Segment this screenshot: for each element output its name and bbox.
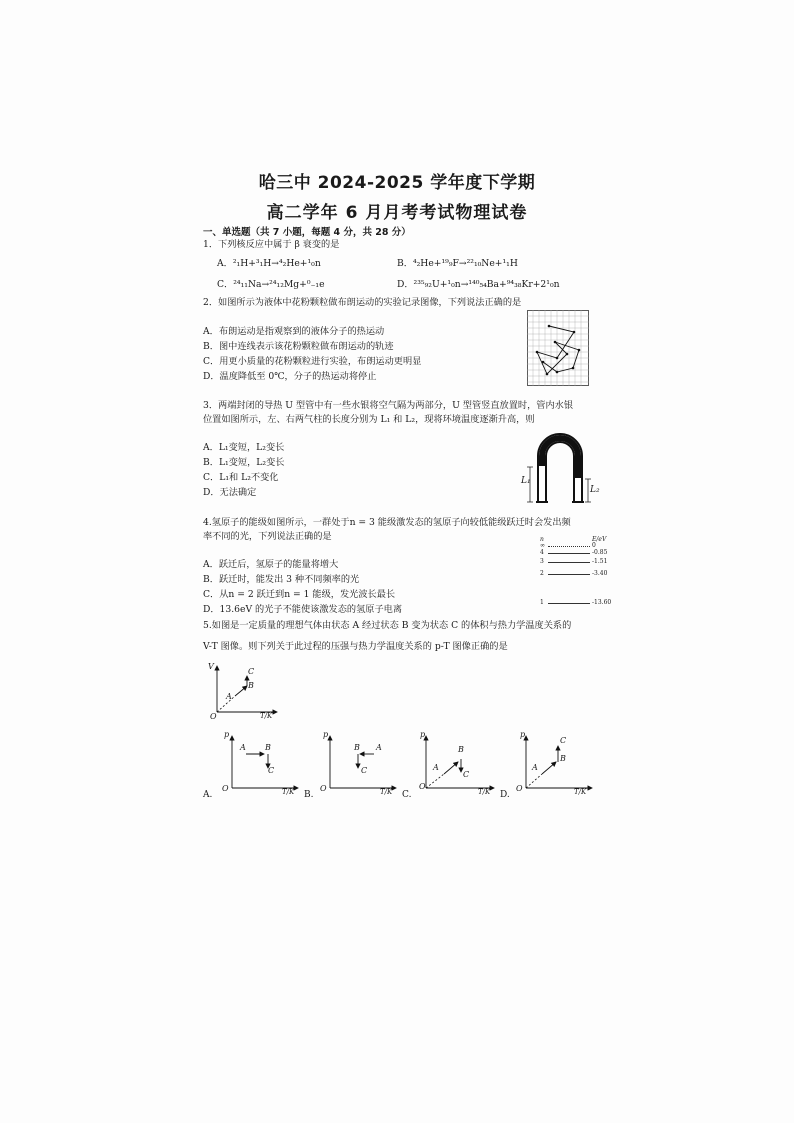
q5-stem-line1: 5.如图是一定质量的理想气体由状态 A 经过状态 B 变为状态 C 的体积与热力学温度关系的 [203, 620, 572, 631]
choice-b-label: B. [304, 790, 314, 800]
pt-b-point-b: B [354, 743, 360, 752]
energy-level-line [548, 574, 590, 575]
q3-stem-line2: 位置如图所示，左、右两气柱的长度分别为 L₁ 和 L₂，现将环境温度逐渐升高，则 [203, 414, 535, 425]
q4-option-c: C．从n = 2 跃迁到n = 1 能级，发光波长最长 [203, 589, 396, 600]
choice-d-label: D. [500, 790, 510, 800]
vt-point-b: B [248, 681, 254, 690]
pt-d-axis-y: p [520, 730, 526, 739]
vt-axis-y: V [208, 662, 214, 671]
pt-b-axis-y: p [323, 730, 329, 739]
pt-b-point-a: A [376, 743, 382, 752]
pt-b-axis-x: T/K [380, 788, 393, 796]
pt-a-point-c: C [268, 766, 275, 775]
q4-option-b: B．跃迁时，能发出 3 种不同频率的光 [203, 574, 360, 585]
q2-option-b: B．图中连线表示该花粉颗粒做布朗运动的轨迹 [203, 341, 394, 352]
q1-option-c: C．²⁴₁₁Na→²⁴₁₂Mg+⁰₋₁e [217, 279, 325, 290]
vt-point-a: A [226, 692, 232, 701]
pt-a-point-b: B [265, 743, 271, 752]
pt-c-point-c: C [463, 770, 470, 779]
energy-level-n: 2 [540, 570, 544, 577]
q4-option-d: D．13.6eV 的光子不能使该激发态的氢原子电离 [203, 604, 403, 615]
brownian-motion-figure [527, 310, 589, 386]
pt-graph-d [516, 732, 596, 794]
q3-stem-line1: 3．两端封闭的导热 U 型管中有一些水银将空气隔为两部分，U 型管竖直放置时，管内水银 [203, 400, 574, 411]
pt-graph-b [320, 732, 400, 794]
pt-c-point-b: B [458, 745, 464, 754]
u-tube-label-l1: L₁ [521, 476, 531, 486]
energy-level-n: ∞ [540, 542, 545, 549]
q3-option-b: B．L₁变短，L₂变长 [203, 457, 285, 468]
q3-option-a: A．L₁变短，L₂变长 [203, 442, 285, 453]
energy-level-line [548, 553, 590, 554]
q1-option-b: B．⁴₂He+¹⁹₉F→²²₁₀Ne+¹₁H [397, 258, 518, 269]
q4-stem-line1: 4.氢原子的能级如图所示，一群处于n = 3 能级激发态的氢原子向较低能级跃迁时会发出频 [203, 517, 571, 528]
energy-level-e: 0 [592, 542, 596, 549]
pt-c-origin: O [419, 782, 426, 791]
section-heading: 一、单选题（共 7 小题，每题 4 分，共 28 分） [203, 227, 411, 238]
pt-c-point-a: A [433, 763, 439, 772]
q2-option-c: C．用更小质量的花粉颗粒进行实验，布朗运动更明显 [203, 356, 422, 367]
vt-graph [205, 662, 285, 722]
energy-level-n: 1 [540, 599, 544, 606]
pt-b-origin: O [320, 784, 327, 793]
q4-stem-line2: 率不同的光，下列说法正确的是 [203, 531, 332, 542]
pt-d-point-c: C [560, 736, 567, 745]
energy-level-n: 4 [540, 549, 544, 556]
pt-a-axis-y: p [224, 730, 230, 739]
pt-d-point-b: B [560, 754, 566, 763]
energy-level-e: -3.40 [592, 570, 608, 577]
q1-option-d: D．²³⁵₉₂U+¹₀n→¹⁴⁰₅₄Ba+⁹⁴₃₈Kr+2¹₀n [397, 279, 560, 290]
q2-option-a: A．布朗运动是指观察到的液体分子的热运动 [203, 326, 385, 337]
exam-subtitle: 高二学年 6 月月考考试物理试卷 [266, 203, 528, 223]
pt-c-axis-y: p [420, 730, 426, 739]
q4-option-a: A．跃迁后，氢原子的能量将增大 [203, 559, 339, 570]
energy-level-n: 3 [540, 558, 544, 565]
pt-b-point-c: C [361, 766, 368, 775]
q2-stem: 2．如图所示为液体中花粉颗粒做布朗运动的实验记录图像，下列说法正确的是 [203, 297, 522, 308]
pt-graph-a [222, 732, 302, 794]
q1-option-a: A．²₁H+³₁H→⁴₂He+¹₀n [217, 258, 321, 269]
energy-level-diagram [540, 536, 610, 608]
vt-axis-x: T/K [260, 712, 273, 720]
energy-level-line [548, 603, 590, 604]
energy-level-e: -13.60 [592, 599, 612, 606]
pt-d-origin: O [516, 784, 523, 793]
choice-a-label: A. [203, 790, 213, 800]
energy-level-line [548, 546, 590, 547]
pt-d-point-a: A [532, 763, 538, 772]
vt-point-c: C [248, 667, 255, 676]
q2-option-d: D．温度降低至 0℃，分子的热运动将停止 [203, 371, 377, 382]
energy-header-n: n [540, 536, 544, 543]
energy-header-e: E/eV [592, 536, 607, 543]
q3-option-c: C．L₁和 L₂不变化 [203, 472, 279, 483]
pt-a-origin: O [222, 784, 229, 793]
energy-level-line [548, 562, 590, 563]
energy-level-e: -0.85 [592, 549, 608, 556]
u-tube-figure [520, 430, 600, 510]
energy-level-e: -1.51 [592, 558, 608, 565]
pt-d-axis-x: T/K [574, 788, 587, 796]
q3-option-d: D．无法确定 [203, 487, 257, 498]
exam-title: 哈三中 2024-2025 学年度下学期 [258, 173, 536, 193]
u-tube-label-l2: L₂ [590, 485, 600, 495]
pt-c-axis-x: T/K [478, 788, 491, 796]
vt-origin: O [210, 712, 217, 721]
q5-stem-line2: V-T 图像。则下列关于此过程的压强与热力学温度关系的 p-T 图像正确的是 [203, 641, 508, 652]
choice-c-label: C. [402, 790, 412, 800]
pt-a-point-a: A [240, 743, 246, 752]
q1-stem: 1．下列核反应中属于 β 衰变的是 [203, 239, 340, 250]
pt-a-axis-x: T/K [282, 788, 295, 796]
pt-graph-c [418, 732, 498, 794]
